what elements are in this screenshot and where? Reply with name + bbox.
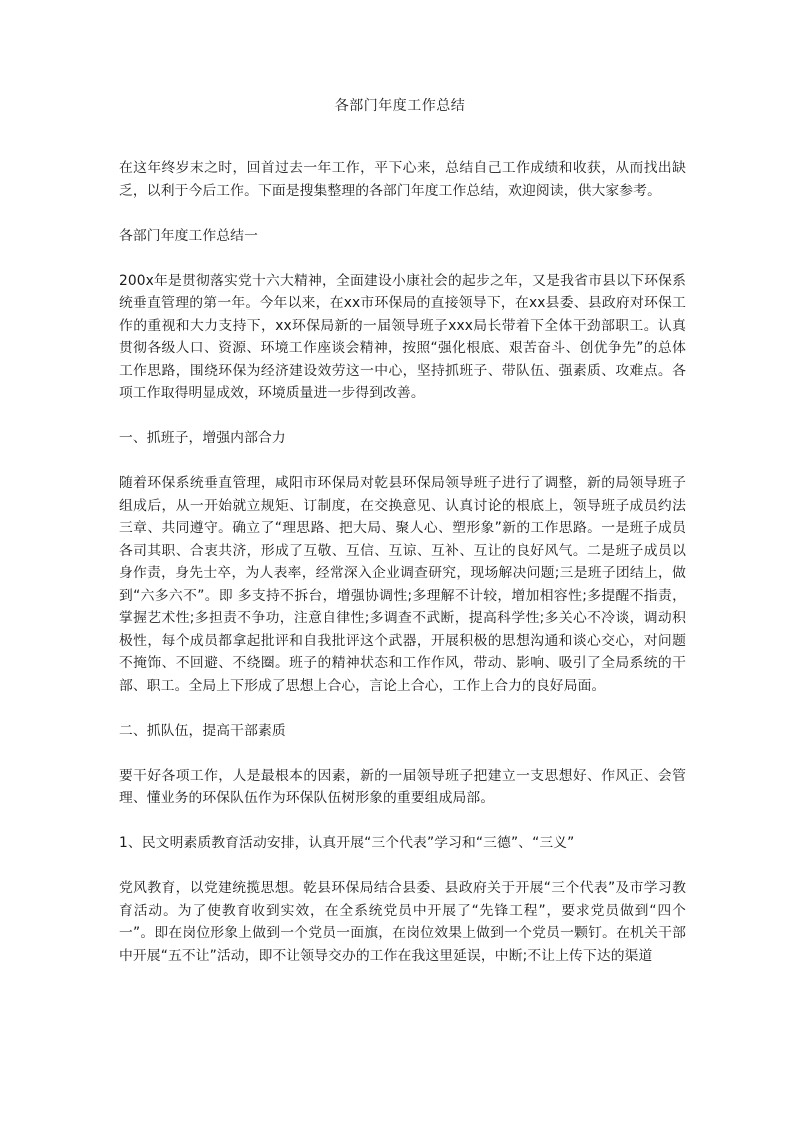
overview-paragraph: 200x年是贯彻落实党十六大精神，全面建设小康社会的起步之年，又是我省市县以下环保系统垂直管理的第一年。今年以来，在xx市环保局的直接领导下，在xx县委、县政府对环保工作的重视和大力支持下，xx环保局新的一届领导班子xxx局长带着下全体干劲部职工。认真贯彻各级人口、资源、环境工作座谈会精神，按照“强化根底、艰苦奋斗、创优争先”的总体工作思路，围绕环保为经济建设效劳这一中心，坚持抓班子、带队伍、强素质、攻难点。各项工作取得明显成效，环境质量进一步得到改善。 (119, 272, 686, 401)
document-body (119, 157, 686, 967)
document-title: 各部门年度工作总结 (334, 98, 466, 114)
subsection-heading-education: 1、民文明素质教育活动安排，认真开展“三个代表”学习和“三德”、“三义” (119, 835, 575, 851)
section-heading-team: 二、抓队伍，提高干部素质 (119, 722, 286, 739)
section-heading-summary-one: 各部门年度工作总结一 (119, 227, 258, 244)
leadership-paragraph: 随着环保系统垂直管理，咸阳市环保局对乾县环保局领导班子进行了调整，新的局领导班子组成后，从一开始就立规矩、订制度，在交换意见、认真讨论的根底上，领导班子成员约法三章、共同遵守。确立了“理思路、把大局、聚人心、塑形象”新的工作思路。一是班子成员各司其职、合衷共济，形成了互敬、互信、互谅、互补、互让的良好风气。二是班子成员以身作责，身先士卒，为人表率，经常深入企业调查研究，现场解决问题;三是班子团结上，做到“六多六不”。即 多支持不拆台，增强协调性;多理解不计较，增加相容性;多提醒不指责，掌握艺术性;多担责不争功，注意自律性;多调查不武断，提高科学性;多关心不冷谈，调动积极性，每个成员都拿起批评和自我批评这个武器，开展积极的思想沟通和谈心交心，对问题不掩饰、不回避、不绕圈。班子的精神状态和工作作风，带动、影响、吸引了全局系统的干部、职工。全局上下形成了思想上合心，言论上合心，工作上合力的良好局面。 (119, 475, 686, 694)
team-paragraph: 要干好各项工作，人是最根本的因素，新的一届领导班子把建立一支思想好、作风正、会管理、懂业务的环保队伍作为环保队伍树形象的重要组成局部。 (119, 767, 686, 806)
intro-paragraph: 在这年终岁末之时，回首过去一年工作，平下心来，总结自己工作成绩和收获，从而找出缺乏，以利于今后工作。下面是搜集整理的各部门年度工作总结，欢迎阅读，供大家参考。 (119, 160, 686, 199)
education-paragraph: 党风教育，以党建统揽思想。乾县环保局结合县委、县政府关于开展“三个代表”及市学习教育活动。为了使教育收到实效，在全系统党员中开展了“先锋工程”，要求党员做到“四个一”。即在岗位形象上做到一个党员一面旗，在岗位效果上做到一个党员一颗钉。在机关干部中开展“五不让”活动，即不让领导交办的工作在我这里延误，中断;不让上传下达的渠道 (119, 880, 686, 964)
section-heading-leadership: 一、抓班子，增强内部合力 (119, 430, 286, 446)
